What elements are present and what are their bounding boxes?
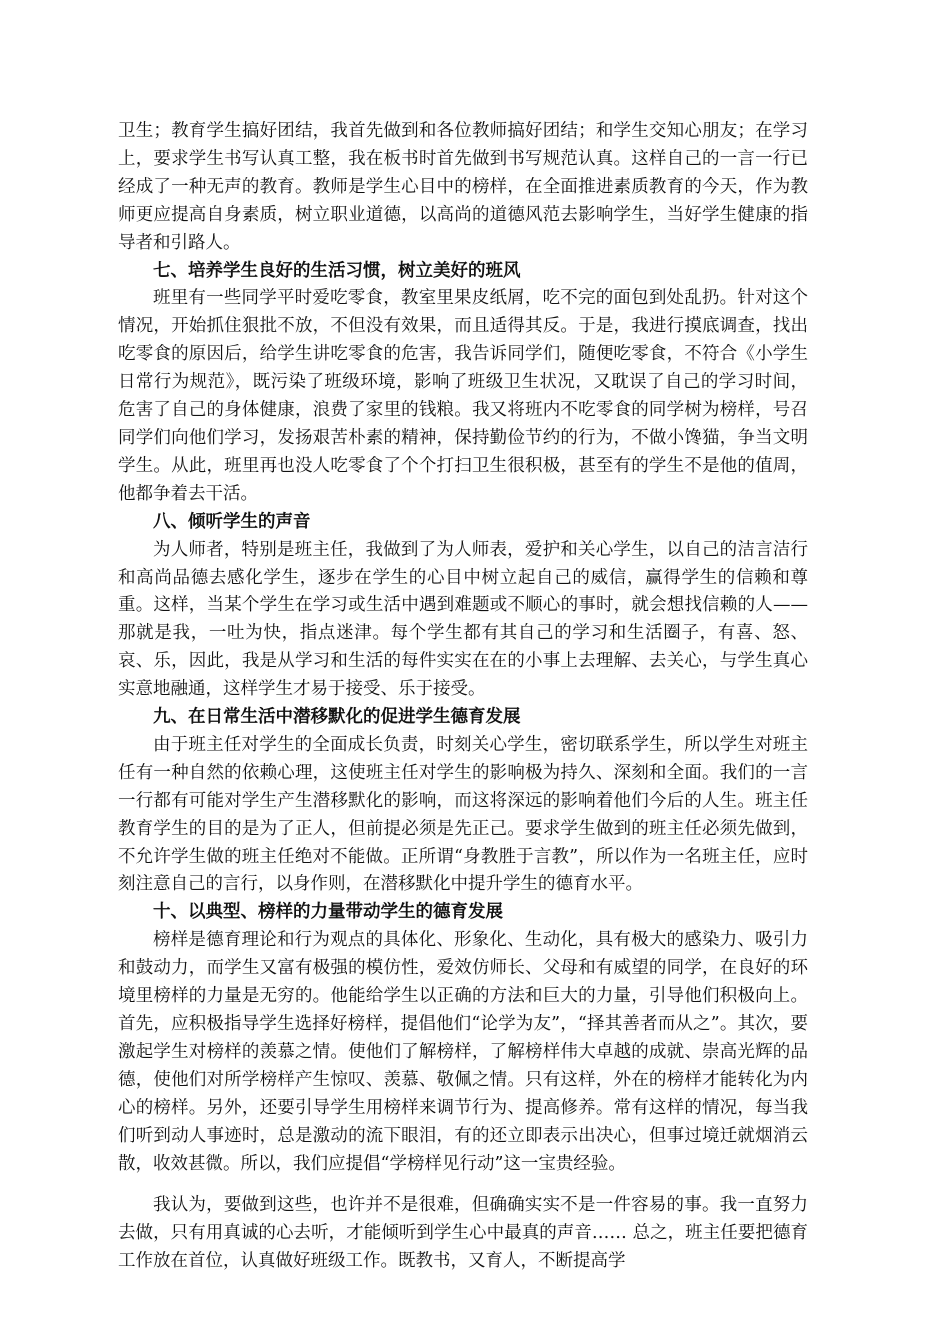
section-heading-9: 九、在日常生活中潜移默化的促进学生德育发展	[153, 707, 521, 728]
section-heading-7: 七、培养学生良好的生活习惯，树立美好的班风	[153, 260, 521, 281]
paragraph-section-7: 班里有一些同学平时爱吃零食，教室里果皮纸屑，吃不完的面包到处乱扔。针对这个情况，开始抓住狠批不放，不但没有效果，而且适得其反。于是，我进行摸底调查，找出吃零食的原因后，给学生讲吃零食的危害，我告诉同学们，随便吃零食，不符合《小学生日常行为规范》，既污染了班级环境，影响了班级卫生状况，又耽误了自己的学习时间，危害了自己的身体健康，浪费了家里的钱粮。我又将班内不吃零食的同学树为榜样，号召同学们向他们学习，发扬艰苦朴素的精神，保持勤俭节约的行为，不做小馋猫，争当文明学生。从此，班里再也没人吃零食了个个打扫卫生很积极，甚至有的学生不是他的值周，他都争着去干活。	[118, 288, 808, 504]
paragraph-spacer	[118, 1178, 808, 1192]
paragraph-intro: 卫生；教育学生搞好团结，我首先做到和各位教师搞好团结；和学生交知心朋友；在学习上，要求学生书写认真工整，我在板书时首先做到书写规范认真。这样自己的一言一行已经成了一种无声的教育。教师是学生心目中的榜样，在全面推进素质教育的今天，作为教师更应提高自身素质，树立职业道德，以高尚的道德风范去影响学生，当好学生健康的指导者和引路人。	[118, 121, 808, 253]
section-heading-8: 八、倾听学生的声音	[153, 511, 311, 532]
paragraph-section-8: 为人师者，特别是班主任，我做到了为人师表，爱护和关心学生，以自己的洁言洁行和高尚品德去感化学生，逐步在学生的心目中树立起自己的威信，赢得学生的信赖和尊重。这样，当某个学生在学习或生活中遇到难题或不顺心的事时，就会想找信赖的人——那就是我，一吐为快，指点迷津。每个学生都有其自己的学习和生活圈子，有喜、怒、哀、乐，因此，我是从学习和生活的每件实实在在的小事上去理解、去关心，与学生真心实意地融通，这样学生才易于接受、乐于接受。	[118, 539, 808, 700]
paragraph-section-9: 由于班主任对学生的全面成长负责，时刻关心学生，密切联系学生，所以学生对班主任有一种自然的依赖心理，这使班主任对学生的影响极为持久、深刻和全面。我们的一言一行都有可能对学生产生潜移默化的影响，而这将深远的影响着他们今后的人生。班主任教育学生的目的是为了正人，但前提必须是先正己。要求学生做到的班主任必须先做到，不允许学生做的班主任绝对不能做。正所谓“身教胜于言教”，所以作为一名班主任，应时刻注意自己的言行，以身作则，在潜移默化中提升学生的德育水平。	[118, 734, 808, 895]
paragraph-conclusion: 我认为，要做到这些，也许并不是很难，但确确实实不是一件容易的事。我一直努力去做，只有用真诚的心去听，才能倾听到学生心中最真的声音…… 总之，班主任要把德育工作放在首位，认真做好班级工作。既教书，又育人，不断提高学	[118, 1195, 808, 1272]
document-page	[118, 118, 808, 1276]
paragraph-section-10: 榜样是德育理论和行为观点的具体化、形象化、生动化，具有极大的感染力、吸引力和鼓动力，而学生又富有极强的模仿性，爱效仿师长、父母和有威望的同学，在良好的环境里榜样的力量是无穷的。他能给学生以正确的方法和巨大的力量，引导他们积极向上。首先，应积极指导学生选择好榜样，提倡他们“论学为友”，“择其善者而从之”。其次，要激起学生对榜样的羡慕之情。使他们了解榜样，了解榜样伟大卓越的成就、崇高光辉的品德，使他们对所学榜样产生惊叹、羡慕、敬佩之情。只有这样，外在的榜样才能转化为内心的榜样。另外，还要引导学生用榜样来调节行为、提高修养。常有这样的情况，每当我们听到动人事迹时，总是激动的流下眼泪，有的还立即表示出决心，但事过境迁就烟消云散，收效甚微。所以，我们应提倡“学榜样见行动”这一宝贵经验。	[118, 930, 808, 1174]
section-heading-10: 十、以典型、榜样的力量带动学生的德育发展	[153, 902, 503, 923]
